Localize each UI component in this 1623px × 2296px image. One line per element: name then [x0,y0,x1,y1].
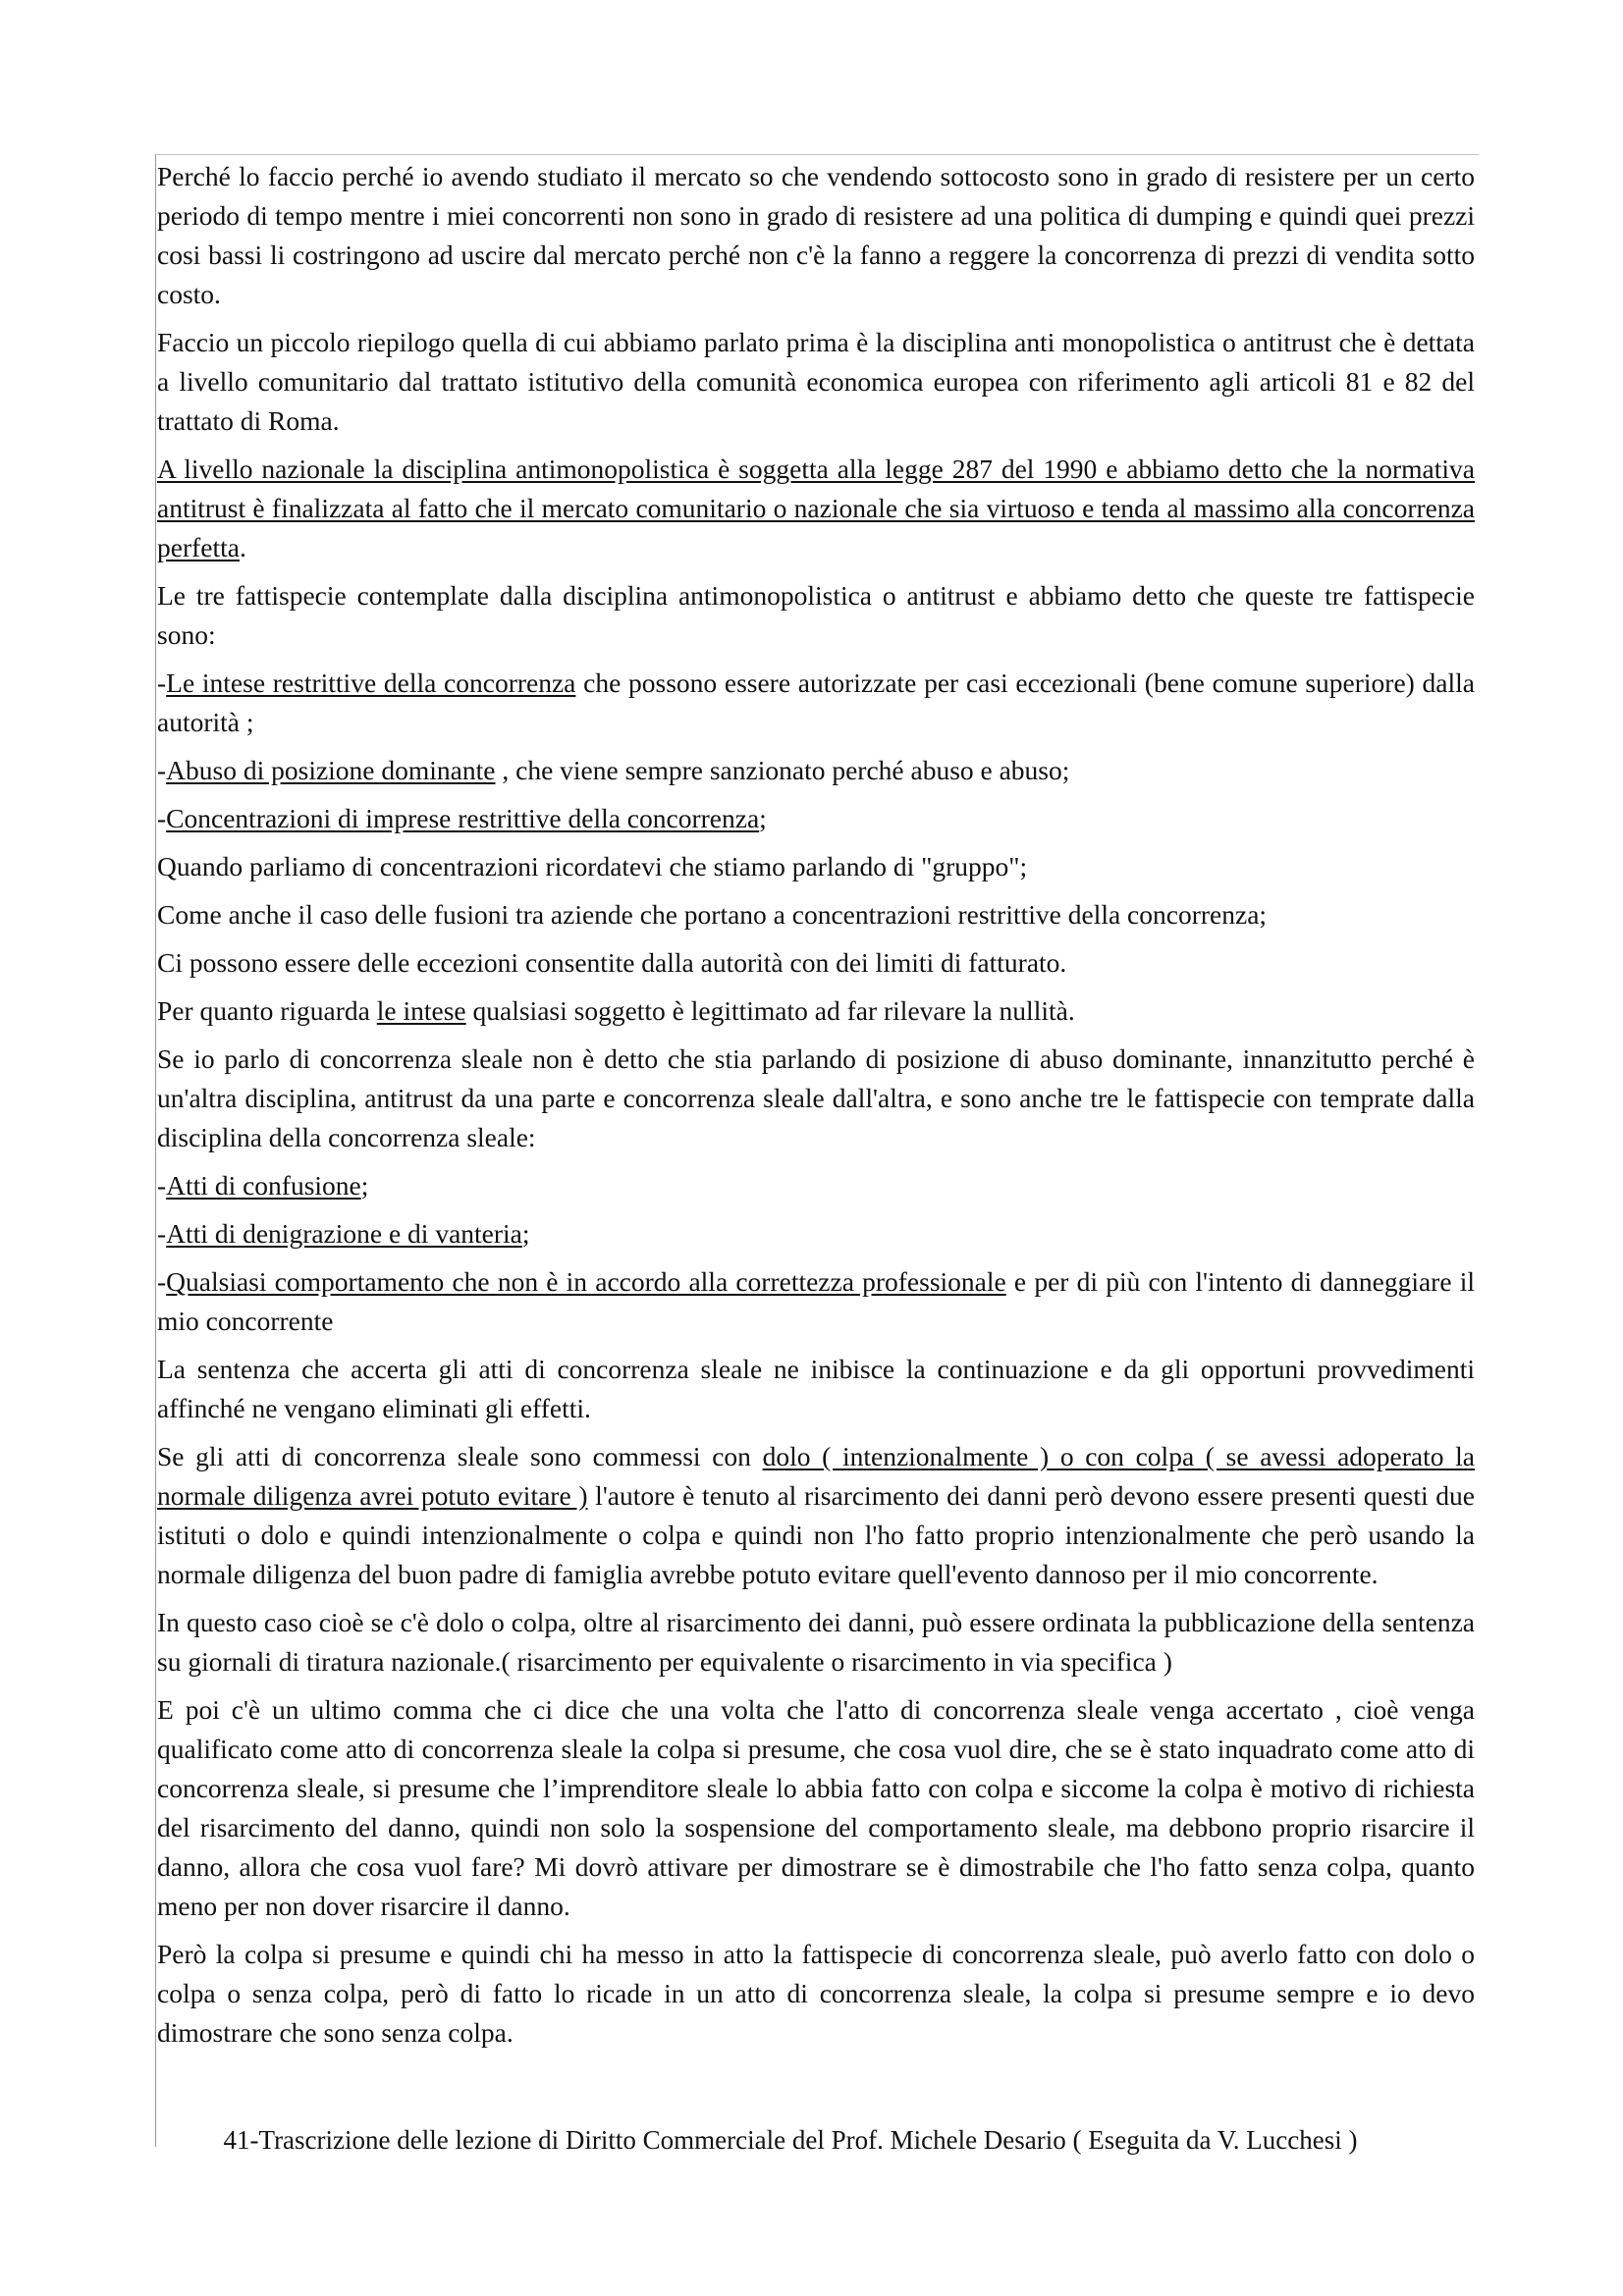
text-span: l'autore è tenuto al risarcimento dei danni però devono essere presenti questi due istituti o dolo e quindi intenzionalmente o colpa e quindi non l'ho fatto proprio intenzionalmente che però usando la normale diligenza del buon padre di famiglia avrebbe potuto evitare quell'evento dannoso per il mio concorrente. [157,1480,1476,1589]
paragraph-gruppo: Quando parliamo di concentrazioni ricordatevi che stiamo parlando di "gruppo"; [157,851,1028,881]
list-item-abuso [157,751,1475,790]
paragraph-livello-nazionale [157,450,1475,567]
list-item-concentrazioni [157,799,1475,838]
list-dash: - [157,1266,167,1297]
text-span: , che viene sempre sanzionato perché abuso e abuso; [495,755,1070,785]
list-item-intese [157,664,1475,742]
underlined-text: Atti di confusione [166,1170,361,1201]
paragraph-concorrenza-sleale: Se io parlo di concorrenza sleale non è detto che stia parlando di posizione di abuso dominante, innanzitutto perché è un'altra disciplina, antitrust da una parte e concorrenza sleale dall'altra, e sono anche tre le fattispecie con temprate dalla disciplina della concorrenza sleale: [157,1043,1475,1152]
list-item-denigrazione [157,1214,1475,1254]
list-dash: - [157,1218,167,1249]
text-span: ; [521,1218,530,1249]
page-frame-left-line [155,154,156,2147]
paragraph-tre-fattispecie: Le tre fattispecie contemplate dalla disciplina antimonopolistica o antitrust e abbiamo detto che queste tre fattispecie sono: [157,580,1475,650]
paragraph-ultimo-comma: E poi c'è un ultimo comma che ci dice che una volta che l'atto di concorrenza sleale venga accertato , cioè venga qualificato come atto di concorrenza sleale la colpa si presume, che cosa vuol dire, che se è stato inquadrato come atto di concorrenza sleale, si presume che l’imprenditore sleale lo abbia fatto con colpa e siccome la colpa è motivo di richiesta del risarcimento del danno, quindi non solo la sospensione del comportamento sleale, ma debbono proprio risarcire il danno, allora che cosa vuol fare? Mi dovrò attivare per dimostrare se è dimostrabile che l'ho fatto senza colpa, quanto meno per non dover risarcire il danno. [157,1694,1475,1921]
paragraph-fusioni: Come anche il caso delle fusioni tra aziende che portano a concentrazioni restrittive della concorrenza; [157,899,1268,930]
list-item-comportamento [157,1262,1475,1341]
list-dash: - [157,1170,167,1201]
text-span: qualsiasi soggetto è legittimato ad far rilevare la nullità. [465,995,1075,1026]
underlined-text: le intese [376,995,466,1026]
paragraph-dolo-colpa [157,1437,1475,1594]
underlined-text: Abuso di posizione dominante [166,755,496,785]
list-dash: - [157,803,167,833]
text-span: che possono essere autorizzate per casi eccezionali (bene comune superiore) dalla autorità ; [157,667,1475,737]
underlined-text: Qualsiasi comportamento che non è in accordo alla correttezza professionale [166,1266,1006,1297]
list-item-confusione [157,1166,1475,1205]
text-span: e per di più con l'intento di danneggiare il mio concorrente [157,1266,1476,1336]
underlined-text: Atti di denigrazione e di vanteria [166,1218,522,1249]
text-span: Se gli atti di concorrenza sleale sono commessi con [157,1441,763,1471]
paragraph-eccezioni: Ci possono essere delle eccezioni consentite dalla autorità con dei limiti di fatturato. [157,947,1067,978]
paragraph-pubblicazione: In questo caso cioè se c'è dolo o colpa, oltre al risarcimento dei danni, può essere ordinata la pubblicazione della sentenza su giornali di tiratura nazionale.( risarcimento per equivalente o risarcimento in via specifica ) [157,1607,1475,1677]
text-span: . [239,532,246,562]
underlined-text: Concentrazioni di imprese restrittive della concorrenza [166,803,760,833]
paragraph-intese-nullita [157,991,1475,1031]
underlined-text: dolo ( intenzionalmente ) o con colpa ( se avessi adoperato la normale diligenza avrei potuto evitare ) [157,1441,1475,1511]
paragraph-colpa-presunta: Però la colpa si presume e quindi chi ha messo in atto la fattispecie di concorrenza sleale, può averlo fatto con dolo o colpa o senza colpa, però di fatto lo ricade in un atto di concorrenza sleale, la colpa si presume sempre e io devo dimostrare che sono senza colpa. [157,1939,1475,2048]
page-footer: 41-Trascrizione delle lezione di Diritto Commerciale del Prof. Michele Desario ( Eseguita da V. Lucchesi ) [223,2125,1358,2155]
list-dash: - [157,755,167,785]
document-body [157,157,1475,2061]
paragraph-sentenza: La sentenza che accerta gli atti di concorrenza sleale ne inibisce la continuazione e da gli opportuni provvedimenti affinché ne vengano eliminati gli effetti. [157,1354,1475,1423]
text-span: ; [759,803,767,833]
underlined-text: A livello nazionale la disciplina antimonopolistica è soggetta alla legge 287 del 1990 e abbiamo detto che la normativa antitrust è finalizzata al fatto che il mercato comunitario o nazionale che sia virtuoso e tenda al massimo alla concorrenza perfetta [157,454,1475,562]
text-span: Per quanto riguarda [157,995,377,1026]
page-frame-top-line [155,154,1479,155]
text-span: ; [360,1170,369,1201]
paragraph-riepilogo: Faccio un piccolo riepilogo quella di cui abbiamo parlato prima è la disciplina anti monopolistica o antitrust che è dettata a livello comunitario dal trattato istitutivo della comunità economica europea con riferimento agli articoli 81 e 82 del trattato di Roma. [157,327,1475,436]
underlined-text: Le intese restrittive della concorrenza [166,667,576,698]
paragraph-dumping: Perché lo faccio perché io avendo studiato il mercato so che vendendo sottocosto sono in grado di resistere per un certo periodo di tempo mentre i miei concorrenti non sono in grado di resistere ad una politica di dumping e quindi quei prezzi cosi bassi li costringono ad uscire dal mercato perché non c'è la fanno a reggere la concorrenza di prezzi di vendita sotto costo. [157,161,1475,309]
list-dash: - [157,667,167,698]
